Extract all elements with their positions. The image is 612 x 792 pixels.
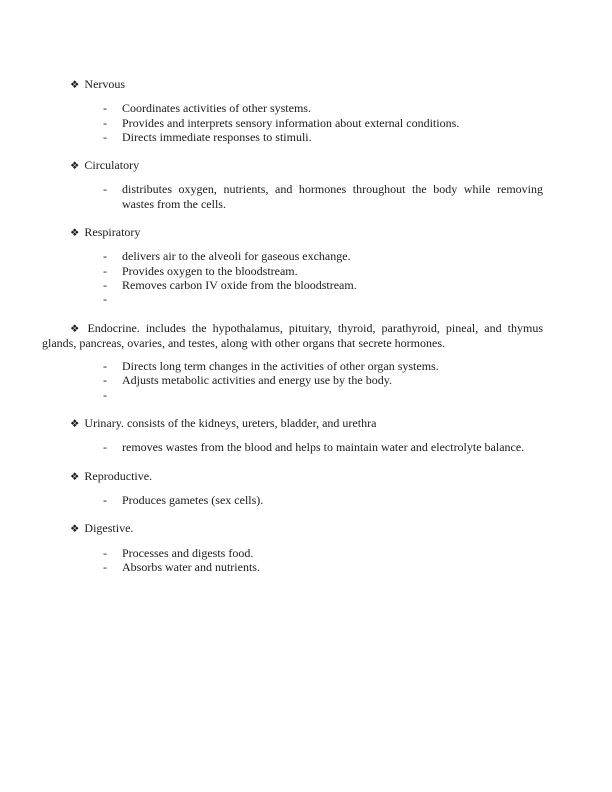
dash-bullet: - <box>103 373 107 388</box>
diamond-bullet-icon: ❖ <box>70 79 80 91</box>
diamond-bullet-icon: ❖ <box>70 418 80 431</box>
section-heading <box>70 416 543 431</box>
section-digestive <box>70 521 543 574</box>
section-heading <box>70 521 543 536</box>
list-item-text: Provides oxygen to the bloodstream. <box>122 263 298 278</box>
section-heading <box>70 158 543 173</box>
section-title: Respiratory <box>84 225 141 240</box>
section-circulatory <box>70 158 543 211</box>
list-item <box>103 440 543 454</box>
list-item <box>103 560 543 574</box>
list-item-text: delivers air to the alveoli for gaseous exchange. <box>122 249 351 264</box>
dash-bullet: - <box>103 129 107 144</box>
list-item-empty <box>103 292 543 306</box>
dash-bullet: - <box>103 115 107 130</box>
section-heading <box>70 469 543 484</box>
section-nervous <box>70 77 543 144</box>
list-item-text: Processes and digests food. <box>122 545 254 560</box>
list-item-text: Coordinates activities of other systems. <box>122 101 311 116</box>
list-item-text: Provides and interprets sensory information about external conditions. <box>122 115 460 130</box>
list-item <box>103 278 543 292</box>
diamond-bullet-icon: ❖ <box>70 322 83 335</box>
sub-item-list <box>70 249 543 306</box>
section-title: Urinary. consists of the kidneys, ureters, bladder, and urethra <box>84 416 377 431</box>
section-reproductive <box>70 469 543 508</box>
list-item-text <box>122 292 543 306</box>
sub-item-list <box>70 440 543 454</box>
list-item-text: removes wastes from the blood and helps to maintain water and electrolyte balance. <box>122 440 525 455</box>
list-item-text: Directs immediate responses to stimuli. <box>122 129 312 144</box>
section-title: Nervous <box>84 77 126 91</box>
dash-bullet: - <box>103 182 107 197</box>
dash-bullet: - <box>103 359 107 374</box>
diamond-bullet-icon: ❖ <box>70 227 80 240</box>
section-heading <box>70 225 543 240</box>
sub-item-list <box>70 182 543 211</box>
list-item <box>103 182 543 211</box>
dash-bullet: - <box>103 249 107 264</box>
list-item-text: Directs long term changes in the activities of other organ systems. <box>122 359 439 374</box>
list-item <box>103 493 543 507</box>
dash-bullet: - <box>103 277 107 292</box>
section-respiratory <box>70 225 543 306</box>
dash-bullet: - <box>103 263 107 278</box>
dash-bullet: - <box>103 440 107 455</box>
dash-bullet: - <box>103 492 107 507</box>
section-title: Circulatory <box>84 158 140 173</box>
sub-item-list <box>70 359 543 402</box>
dash-bullet: - <box>103 292 107 307</box>
diamond-bullet-icon: ❖ <box>70 470 80 483</box>
list-item <box>103 546 543 560</box>
list-item <box>103 264 543 278</box>
list-item-empty <box>103 388 543 402</box>
list-item <box>103 359 543 373</box>
dash-bullet: - <box>103 387 107 402</box>
diamond-bullet-icon: ❖ <box>70 160 80 173</box>
diamond-bullet-icon: ❖ <box>70 523 80 536</box>
list-item-text: Absorbs water and nutrients. <box>122 559 260 574</box>
section-heading <box>42 321 543 351</box>
list-item-text: Removes carbon IV oxide from the bloodstream. <box>122 277 357 292</box>
dash-bullet: - <box>103 559 107 574</box>
section-endocrine <box>42 320 543 402</box>
section-title: Endocrine. includes the hypothalamus, pituitary, thyroid, parathyroid, pineal, and thymus glands, pancreas, ovaries, and testes, along with other organs that secrete hormones. <box>42 320 543 350</box>
section-title: Digestive. <box>84 521 134 536</box>
list-item-text: Produces gametes (sex cells). <box>122 492 264 507</box>
list-item <box>103 101 543 115</box>
list-item-text: distributes oxygen, nutrients, and hormones throughout the body while removing wastes from the cells. <box>122 182 543 211</box>
sub-item-list <box>70 493 543 507</box>
list-item <box>103 249 543 263</box>
list-item-text: Adjusts metabolic activities and energy use by the body. <box>122 373 392 388</box>
list-item <box>103 130 543 144</box>
list-item-text <box>122 388 543 402</box>
dash-bullet: - <box>103 101 107 116</box>
dash-bullet: - <box>103 545 107 560</box>
list-item <box>103 116 543 130</box>
section-title: Reproductive. <box>84 468 153 483</box>
sub-item-list <box>70 101 543 144</box>
sub-item-list <box>70 546 543 575</box>
list-item <box>103 373 543 387</box>
section-urinary <box>70 416 543 455</box>
section-heading <box>70 77 543 92</box>
